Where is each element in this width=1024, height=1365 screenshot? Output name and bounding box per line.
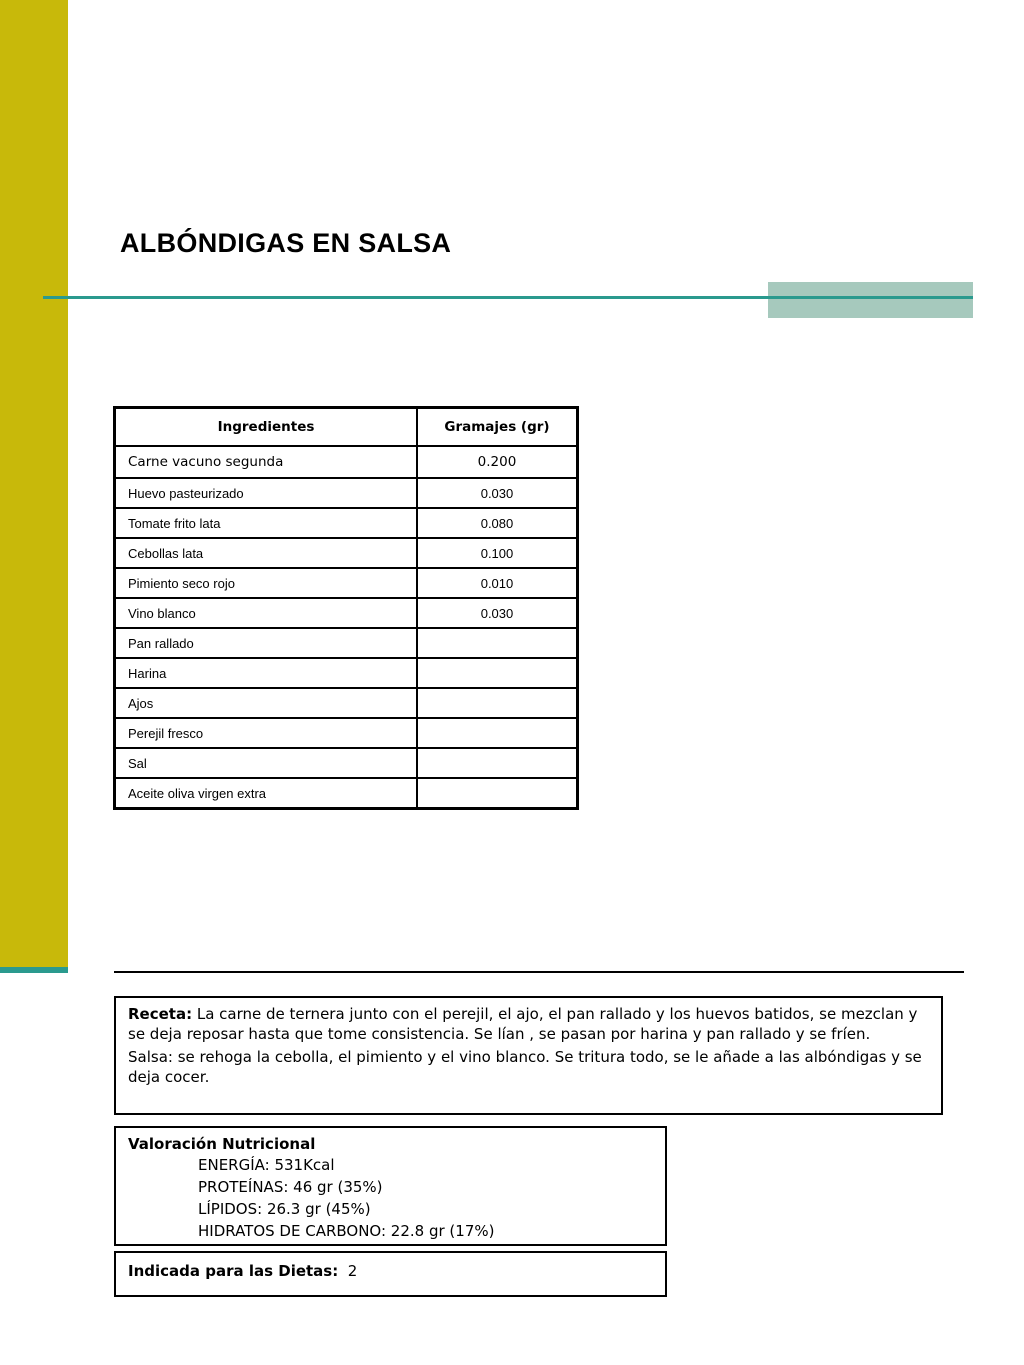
ingredient-name: Cebollas lata <box>115 538 418 568</box>
table-row <box>115 688 578 718</box>
receta-paragraph <box>128 1004 929 1044</box>
ingredient-name: Vino blanco <box>115 598 418 628</box>
nutrition-label: Valoración Nutricional <box>128 1135 316 1153</box>
page-title: ALBÓNDIGAS EN SALSA <box>120 228 452 258</box>
diets-box <box>114 1251 667 1297</box>
ingredient-name: Harina <box>115 658 418 688</box>
section-divider <box>114 971 964 973</box>
ingredient-qty <box>417 748 578 778</box>
ingredient-name: Pan rallado <box>115 628 418 658</box>
table-row <box>115 628 578 658</box>
table-row <box>115 508 578 538</box>
ingredient-name: Huevo pasteurizado <box>115 478 418 508</box>
ingredients-table <box>113 406 579 810</box>
table-row <box>115 658 578 688</box>
receta-text: La carne de ternera junto con el perejil, el ajo, el pan rallado y los huevos batidos, se mezclan y se deja reposar hasta que tome consistencia. Se lían , se pasan por harina y pan rallado y se fríen. <box>128 1005 918 1043</box>
table-row <box>115 718 578 748</box>
diets-value: 2 <box>347 1262 358 1280</box>
ingredient-qty <box>417 628 578 658</box>
receta-label: Receta: <box>128 1005 193 1023</box>
diets-label: Indicada para las Dietas: <box>128 1262 339 1280</box>
ingredient-name: Sal <box>115 748 418 778</box>
title-accent-box <box>768 282 973 318</box>
ingredient-name: Ajos <box>115 688 418 718</box>
table-row <box>115 446 578 478</box>
ingredient-qty: 0.200 <box>417 446 578 478</box>
ingredient-qty: 0.100 <box>417 538 578 568</box>
ingredient-qty: 0.030 <box>417 598 578 628</box>
ingredient-qty <box>417 688 578 718</box>
table-row <box>115 478 578 508</box>
header-ingredientes: Ingredientes <box>115 408 418 447</box>
ingredient-name: Perejil fresco <box>115 718 418 748</box>
ingredient-name: Carne vacuno segunda <box>115 446 418 478</box>
ingredient-name: Aceite oliva virgen extra <box>115 778 418 809</box>
ingredient-name: Tomate frito lata <box>115 508 418 538</box>
title-rule <box>43 296 973 299</box>
table-row <box>115 568 578 598</box>
table-row <box>115 748 578 778</box>
ingredient-qty: 0.010 <box>417 568 578 598</box>
energy-value: ENERGÍA: 531Kcal <box>198 1156 335 1174</box>
table-header-row <box>115 408 578 447</box>
header-gramajes: Gramajes (gr) <box>417 408 578 447</box>
table-body <box>115 446 578 809</box>
ingredient-name: Pimiento seco rojo <box>115 568 418 598</box>
receta-box <box>114 996 943 1115</box>
table-row <box>115 538 578 568</box>
nutrition-box <box>114 1126 667 1246</box>
ingredient-qty: 0.080 <box>417 508 578 538</box>
table-row <box>115 598 578 628</box>
side-bar <box>0 0 68 967</box>
salsa-paragraph: Salsa: se rehoga la cebolla, el pimiento y el vino blanco. Se tritura todo, se le añade a las albóndigas y se deja cocer. <box>128 1048 922 1086</box>
side-accent <box>0 967 68 973</box>
ingredient-qty: 0.030 <box>417 478 578 508</box>
ingredient-qty <box>417 778 578 809</box>
lipids-value: LÍPIDOS: 26.3 gr (45%) <box>198 1200 371 1218</box>
table-row <box>115 778 578 809</box>
protein-value: PROTEÍNAS: 46 gr (35%) <box>198 1178 383 1196</box>
ingredient-qty <box>417 658 578 688</box>
carbs-value: HIDRATOS DE CARBONO: 22.8 gr (17%) <box>198 1222 495 1240</box>
ingredient-qty <box>417 718 578 748</box>
